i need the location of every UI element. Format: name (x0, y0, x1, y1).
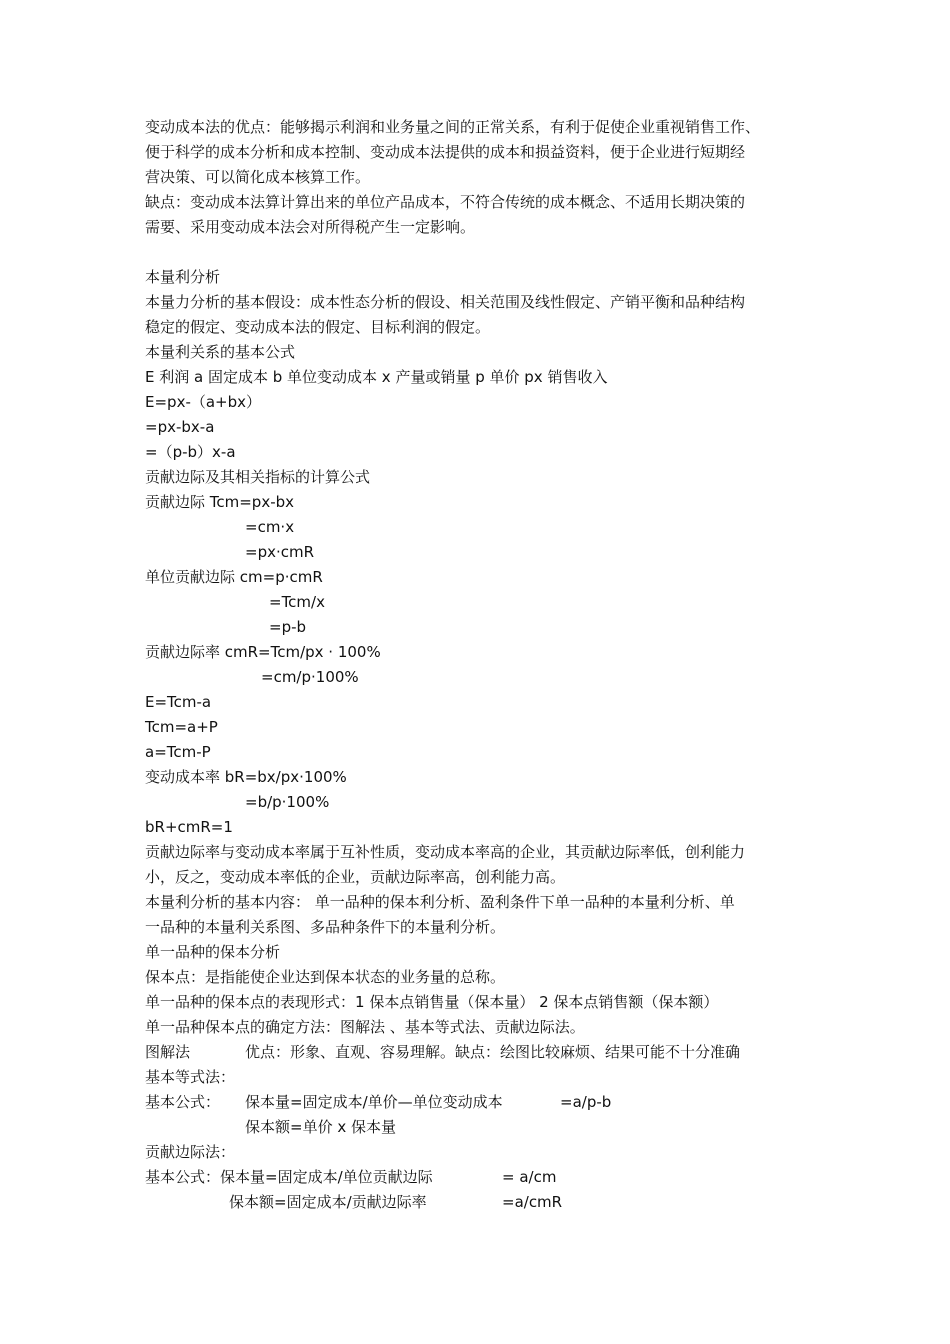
variable-definitions: E 利润 a 固定成本 b 单位变动成本 x 产量或销量 p 单价 px 销售收入 (145, 368, 608, 386)
formula-cmr-1: 贡献边际率 cmR=Tcm/px · 100% (145, 643, 381, 661)
complementary-note-line-1: 贡献边际率与变动成本率属于互补性质，变动成本率高的企业，其贡献边际率低，创利能力 (145, 843, 746, 861)
formula-br-2: =b/p·100% (245, 793, 330, 811)
cvp-assumptions-line-2: 稳定的假定、变动成本法的假定、目标利润的假定。 (145, 318, 491, 336)
cm-method-amount-result: =a/cmR (502, 1193, 563, 1211)
breakeven-definition: 保本点：是指能使企业达到保本状态的业务量的总称。 (145, 968, 506, 986)
complementary-note-line-2: 小，反之，变动成本率低的企业，贡献边际率高，创利能力高。 (145, 868, 566, 886)
formula-br-1: 变动成本率 bR=bx/px·100% (145, 768, 347, 786)
formula-tcm-1: 贡献边际 Tcm=px-bx (145, 493, 295, 511)
variable-costing-disadvantages-line-2: 需要、采用变动成本法会对所得税产生一定影响。 (145, 218, 476, 236)
formula-br-cmr: bR+cmR=1 (145, 818, 233, 836)
cvp-basic-formula-heading: 本量利关系的基本公式 (145, 343, 296, 361)
breakeven-amount-formula: 保本额=单价 x 保本量 (245, 1118, 396, 1136)
formula-profit-1: E=px-（a+bx） (145, 393, 262, 411)
formula-e-tcm: E=Tcm-a (145, 693, 212, 711)
formula-cm-3: =p-b (269, 618, 307, 636)
formula-tcm-2: =cm·x (245, 518, 295, 536)
variable-costing-disadvantages-line-1: 缺点：变动成本法算计算出来的单位产品成本，不符合传统的成本概念、不适用长期决策的 (145, 193, 746, 211)
contribution-margin-heading: 贡献边际及其相关指标的计算公式 (145, 468, 371, 486)
formula-profit-2: =px-bx-a (145, 418, 215, 436)
contribution-margin-method-heading: 贡献边际法： (145, 1143, 236, 1161)
section-heading-cvp-analysis: 本量利分析 (145, 268, 221, 286)
breakeven-forms: 单一品种的保本点的表现形式：1 保本点销售量（保本量） 2 保本点销售额（保本额） (145, 993, 719, 1011)
cvp-contents-line-1: 本量利分析的基本内容： 单一品种的保本利分析、盈利条件下单一品种的本量利分析、单 (145, 893, 735, 911)
variable-costing-advantages-line-3: 营决策、可以简化成本核算工作。 (145, 168, 371, 186)
basic-formula-label: 基本公式： (145, 1093, 221, 1111)
basic-equation-method-heading: 基本等式法： (145, 1068, 236, 1086)
graphic-method-pros-cons: 优点：形象、直观、容易理解。缺点：绘图比较麻烦、结果可能不十分准确 (245, 1043, 741, 1061)
formula-cm-1: 单位贡献边际 cm=p·cmR (145, 568, 323, 586)
breakeven-heading: 单一品种的保本分析 (145, 943, 281, 961)
breakeven-methods: 单一品种保本点的确定方法：图解法 、基本等式法、贡献边际法。 (145, 1018, 585, 1036)
variable-costing-advantages-line-1: 变动成本法的优点：能够揭示利润和业务量之间的正常关系，有利于促使企业重视销售工作、 (145, 118, 761, 136)
variable-costing-advantages-line-2: 便于科学的成本分析和成本控制、变动成本法提供的成本和损益资料，便于企业进行短期经 (145, 143, 746, 161)
cvp-contents-line-2: 一品种的本量利关系图、多品种条件下的本量利分析。 (145, 918, 506, 936)
breakeven-quantity-result: =a/p-b (560, 1093, 612, 1111)
cm-method-amount-formula: 保本额=固定成本/贡献边际率 (229, 1193, 427, 1211)
formula-cm-2: =Tcm/x (269, 593, 325, 611)
formula-cmr-2: =cm/p·100% (261, 668, 359, 686)
formula-tcm-ap: Tcm=a+P (145, 718, 218, 736)
cvp-assumptions-line-1: 本量力分析的基本假设：成本性态分析的假设、相关范围及线性假定、产销平衡和品种结构 (145, 293, 746, 311)
formula-tcm-3: =px·cmR (245, 543, 315, 561)
cm-method-quantity-result: = a/cm (502, 1168, 557, 1186)
graphic-method-label: 图解法 (145, 1043, 191, 1061)
formula-profit-3: =（p-b）x-a (145, 443, 236, 461)
formula-a-tcm: a=Tcm-P (145, 743, 211, 761)
breakeven-quantity-formula: 保本量=固定成本/单价—单位变动成本 (245, 1093, 503, 1111)
cm-method-quantity-formula: 基本公式：保本量=固定成本/单位贡献边际 (145, 1168, 433, 1186)
